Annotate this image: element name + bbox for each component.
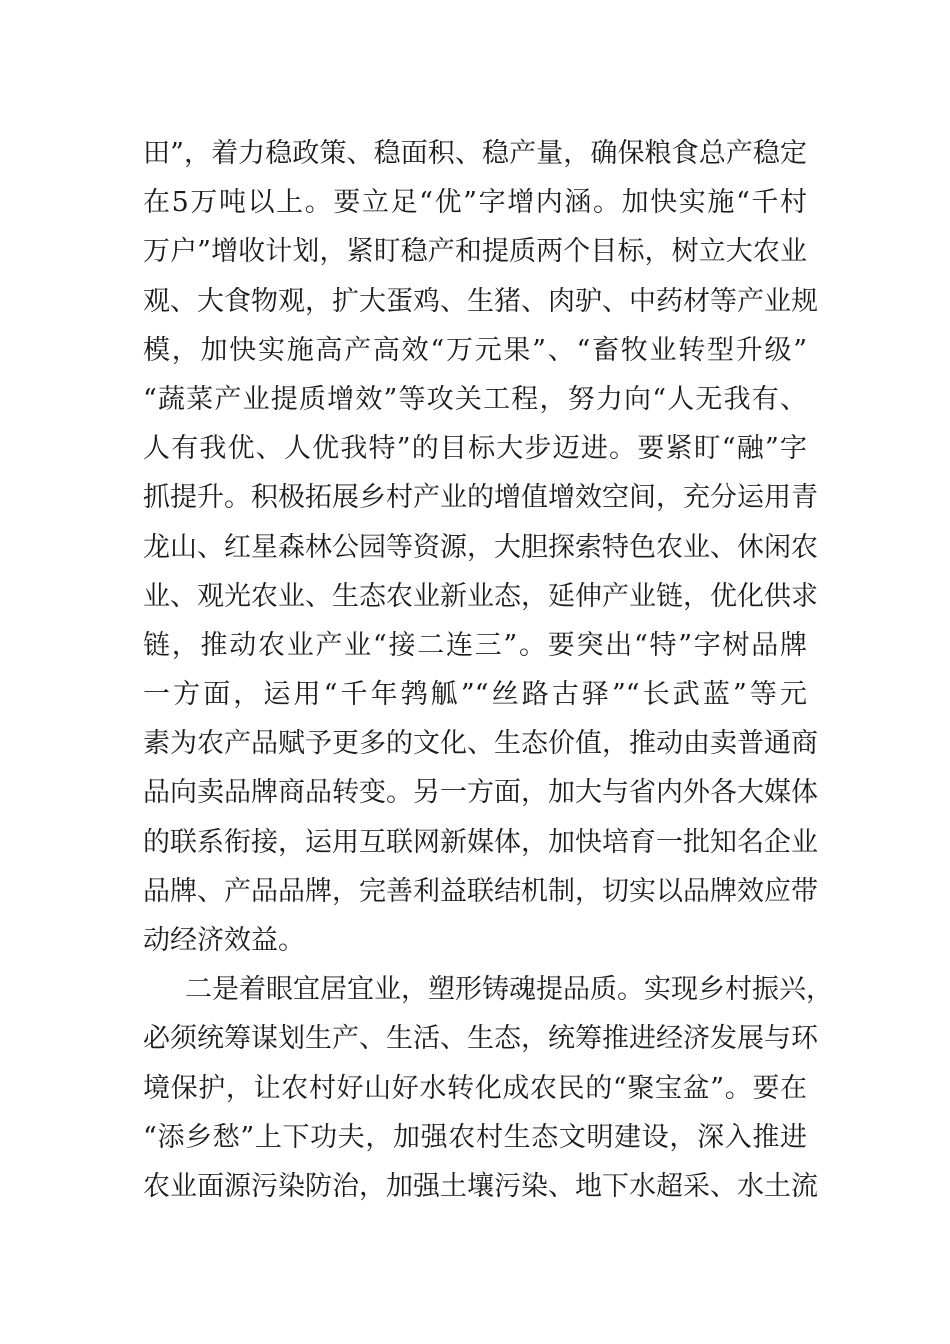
paragraph-start-line: 二是着眼宜居宜业，塑形铸魂提品质。实现乡村振兴， <box>185 974 833 1006</box>
text-line: 人有我优、人优我特”的目标大步迈进。要紧盯“融”字 <box>143 433 807 465</box>
text-line: 的联系衔接，运用互联网新媒体，加快培育一批知名企业 <box>143 826 818 858</box>
text-line: 在5万吨以上。要立足“优”字增内涵。加快实施“千村 <box>143 187 807 219</box>
text-line: “蔬菜产业提质增效”等攻关工程，努力向“人无我有、 <box>143 383 807 415</box>
text-line: 田”，着力稳政策、稳面积、稳产量，确保粮食总产稳定 <box>143 138 807 169</box>
text-line: 万户”增收计划，紧盯稳产和提质两个目标，树立大农业 <box>143 236 807 268</box>
text-line: 必须统筹谋划生产、生活、生态，统筹推进经济发展与环 <box>143 1023 818 1055</box>
text-line: 抓提升。积极拓展乡村产业的增值增效空间，充分运用青 <box>143 482 818 514</box>
text-line: 一方面，运用“千年鹁觚”“丝路古驿”“长武蓝”等元 <box>143 679 807 711</box>
text-line: 境保护，让农村好山好水转化成农民的“聚宝盆”。要在 <box>143 1072 807 1104</box>
text-line: 品向卖品牌商品转变。另一方面，加大与省内外各大媒体 <box>143 777 818 809</box>
body-text <box>143 129 833 1211</box>
text-line: 龙山、红星森林公园等资源，大胆探索特色农业、休闲农 <box>143 531 818 563</box>
text-line: “添乡愁”上下功夫，加强农村生态文明建设，深入推进 <box>143 1121 807 1153</box>
text-line: 农业面源污染防治，加强土壤污染、地下水超采、水土流 <box>143 1170 818 1202</box>
text-line: 业、观光农业、生态农业新业态，延伸产业链，优化供求 <box>143 580 818 612</box>
text-line: 模，加快实施高产高效“万元果”、“畜牧业转型升级” <box>143 334 807 366</box>
text-line: 品牌、产品品牌，完善利益联结机制，切实以品牌效应带 <box>143 875 818 907</box>
text-line: 观、大食物观，扩大蛋鸡、生猪、肉驴、中药材等产业规 <box>143 285 818 317</box>
text-line: 素为农产品赋予更多的文化、生态价值，推动由卖普通商 <box>143 728 818 760</box>
paragraph-end-line: 动经济效益。 <box>143 925 305 956</box>
text-line: 链，推动农业产业“接二连三”。要突出“特”字树品牌 <box>143 629 807 661</box>
